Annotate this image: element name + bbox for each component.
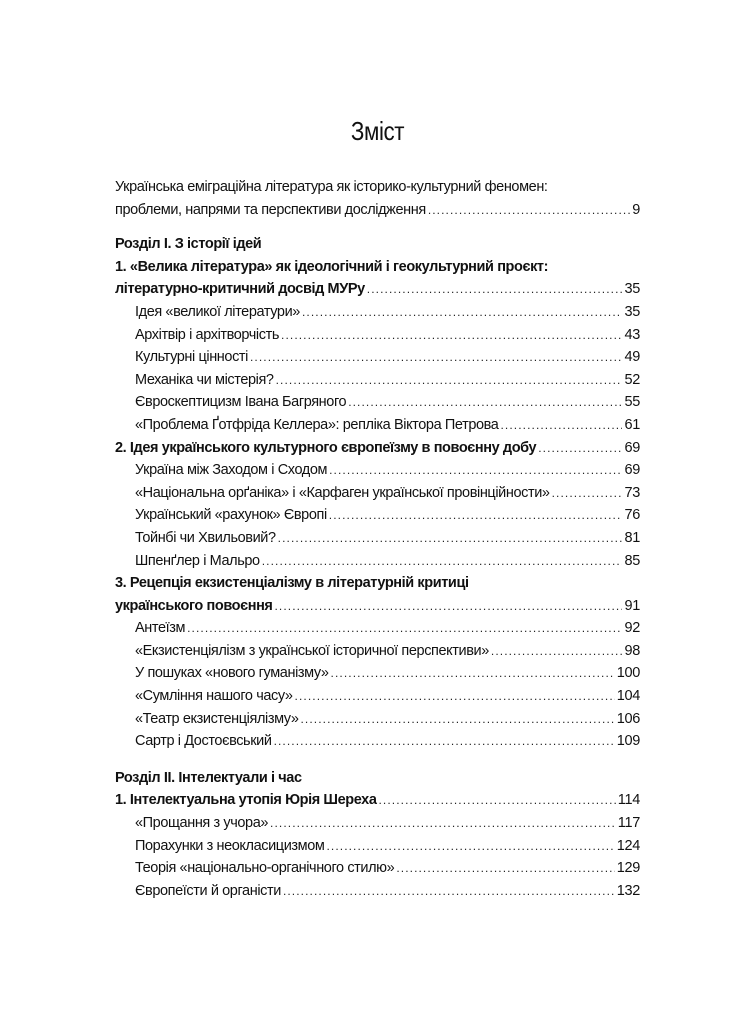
- toc-entry-page: 106: [616, 710, 640, 727]
- toc-entry-label: Розділ I. З історії ідей: [115, 236, 262, 253]
- toc-entry-label: 2. Ідея українського культурного європеїзму в повоєнну добу: [115, 439, 537, 456]
- toc-entry-label: проблеми, напрями та перспективи дослідження: [115, 201, 426, 218]
- toc-entry-label: «Сумління нашого часу»: [135, 688, 293, 705]
- dot-leader: [538, 437, 622, 460]
- toc-entry: [115, 685, 640, 708]
- toc-entry-label: «Екзистенціялізм з української історичної перспективи»: [135, 642, 489, 659]
- dot-leader: [379, 789, 616, 812]
- dot-leader: [367, 278, 623, 301]
- toc-entry-page: 76: [624, 507, 640, 524]
- toc-entry-label: українського повоєння: [115, 597, 273, 614]
- toc-entry-page: 61: [624, 416, 640, 433]
- toc-entry-page: 104: [616, 688, 640, 705]
- dot-leader: [329, 459, 622, 482]
- toc-entry-label: Теорія «національно-органічного стилю»: [135, 860, 395, 877]
- dot-leader: [396, 857, 614, 880]
- toc-entry: [115, 835, 640, 858]
- toc-chapter-heading: [115, 256, 640, 279]
- toc-chapter-heading: [115, 595, 640, 618]
- toc-entry-page: 81: [624, 529, 640, 546]
- toc-entry: [115, 482, 640, 505]
- toc-entry-page: 9: [632, 201, 640, 218]
- toc-entry-page: 91: [624, 597, 640, 614]
- dot-leader: [491, 640, 623, 663]
- dot-leader: [275, 595, 623, 618]
- dot-leader: [270, 812, 616, 835]
- toc-entry: [115, 708, 640, 731]
- toc-entry-label: Україна між Заходом і Сходом: [135, 462, 328, 479]
- toc-entry-page: 100: [616, 665, 640, 682]
- dot-leader: [301, 708, 615, 731]
- toc-entry-page: 92: [624, 620, 640, 637]
- page-title: Зміст: [350, 116, 405, 146]
- toc-entry: [115, 662, 640, 685]
- spacer: [115, 221, 640, 233]
- toc-entry: [115, 504, 640, 527]
- toc-entry: [115, 550, 640, 573]
- toc-entry-label: літературно-критичний досвід МУРу: [115, 281, 365, 298]
- toc-entry-label: Ідея «великої літератури»: [135, 303, 300, 320]
- toc-entry-label: «Театр екзистенціялізму»: [135, 710, 299, 727]
- toc-entry: [115, 199, 640, 222]
- toc-entry-page: 132: [616, 882, 640, 899]
- toc-entry-page: 124: [616, 837, 640, 854]
- toc-entry-label: Культурні цінності: [135, 349, 248, 366]
- toc-entry: [115, 301, 640, 324]
- spacer: [115, 753, 640, 767]
- toc-chapter-heading: [115, 789, 640, 812]
- dot-leader: [283, 880, 615, 903]
- toc-entry-page: 117: [617, 815, 640, 832]
- dot-leader: [262, 550, 623, 573]
- dot-leader: [326, 835, 614, 858]
- toc-entry: [115, 391, 640, 414]
- toc-entry-label: «Національна орґаніка» і «Карфаген української провінційности»: [135, 484, 550, 501]
- toc-chapter-heading: [115, 572, 640, 595]
- toc-entry-label: Розділ II. Інтелектуали і час: [115, 769, 302, 786]
- toc-entry-page: 69: [624, 462, 640, 479]
- toc-entry-page: 52: [624, 371, 640, 388]
- toc-entry-page: 109: [616, 733, 640, 750]
- toc-entry: [115, 527, 640, 550]
- toc-entry: [115, 324, 640, 347]
- dot-leader: [250, 346, 622, 369]
- toc-entry: [115, 369, 640, 392]
- dot-leader: [276, 369, 623, 392]
- toc-part-heading: [115, 767, 640, 790]
- toc-part-heading: [115, 233, 640, 256]
- dot-leader: [552, 482, 623, 505]
- toc-entry-label: «Прощання з учора»: [135, 815, 269, 832]
- toc-entry-label: Антеїзм: [135, 620, 186, 637]
- toc-entry-label: «Проблема Ґотфріда Келлера»: репліка Віктора Петрова: [135, 416, 499, 433]
- toc-entry-label: Архітвір і архітворчість: [135, 326, 280, 343]
- table-of-contents: [115, 176, 640, 902]
- toc-chapter-heading: [115, 278, 640, 301]
- toc-entry: [115, 414, 640, 437]
- dot-leader: [331, 662, 615, 685]
- toc-entry-page: 85: [624, 552, 640, 569]
- toc-entry-page: 98: [624, 642, 640, 659]
- dot-leader: [274, 730, 615, 753]
- toc-entry: [115, 640, 640, 663]
- toc-entry: [115, 812, 640, 835]
- toc-entry-page: 35: [624, 303, 640, 320]
- toc-entry: [115, 880, 640, 903]
- toc-entry-page: 73: [624, 484, 640, 501]
- toc-entry: [115, 176, 640, 199]
- toc-entry-page: 114: [617, 792, 640, 809]
- toc-entry-page: 69: [624, 439, 640, 456]
- dot-leader: [500, 414, 622, 437]
- dot-leader: [302, 301, 623, 324]
- toc-entry-page: 43: [624, 326, 640, 343]
- toc-entry-label: Український «рахунок» Європі: [135, 507, 327, 524]
- toc-entry-page: 129: [616, 860, 640, 877]
- toc-chapter-heading: [115, 437, 640, 460]
- toc-entry-label: Сартр і Достоєвський: [135, 733, 272, 750]
- toc-entry-page: 55: [624, 394, 640, 411]
- toc-entry-label: 3. Рецепція екзистенціалізму в літературній критиці: [115, 575, 469, 592]
- toc-entry: [115, 346, 640, 369]
- toc-entry: [115, 459, 640, 482]
- toc-entry-label: Порахунки з неокласицизмом: [135, 837, 325, 854]
- toc-entry-label: Євроскептицизм Івана Багряного: [135, 394, 347, 411]
- toc-entry-label: 1. «Велика література» як ідеологічний і геокультурний проєкт:: [115, 258, 549, 275]
- toc-entry-label: Тойнбі чи Хвильовий?: [135, 529, 276, 546]
- dot-leader: [329, 504, 623, 527]
- toc-entry: [115, 617, 640, 640]
- toc-entry: [115, 730, 640, 753]
- toc-entry-label: Європеїсти й органісти: [135, 882, 281, 899]
- dot-leader: [278, 527, 623, 550]
- toc-entry-label: У пошуках «нового гуманізму»: [135, 665, 329, 682]
- toc-entry-page: 35: [624, 281, 640, 298]
- dot-leader: [348, 391, 622, 414]
- toc-entry-label: 1. Інтелектуальна утопія Юрія Шереха: [115, 792, 377, 809]
- toc-entry: [115, 857, 640, 880]
- toc-entry-label: Шпенґлер і Мальро: [135, 552, 260, 569]
- toc-entry-label: Механіка чи містерія?: [135, 371, 274, 388]
- dot-leader: [281, 324, 622, 347]
- dot-leader: [187, 617, 622, 640]
- dot-leader: [428, 199, 630, 222]
- dot-leader: [295, 685, 615, 708]
- toc-entry-page: 49: [624, 349, 640, 366]
- toc-entry-label: Українська еміграційна література як історико-культурний феномен:: [115, 179, 548, 195]
